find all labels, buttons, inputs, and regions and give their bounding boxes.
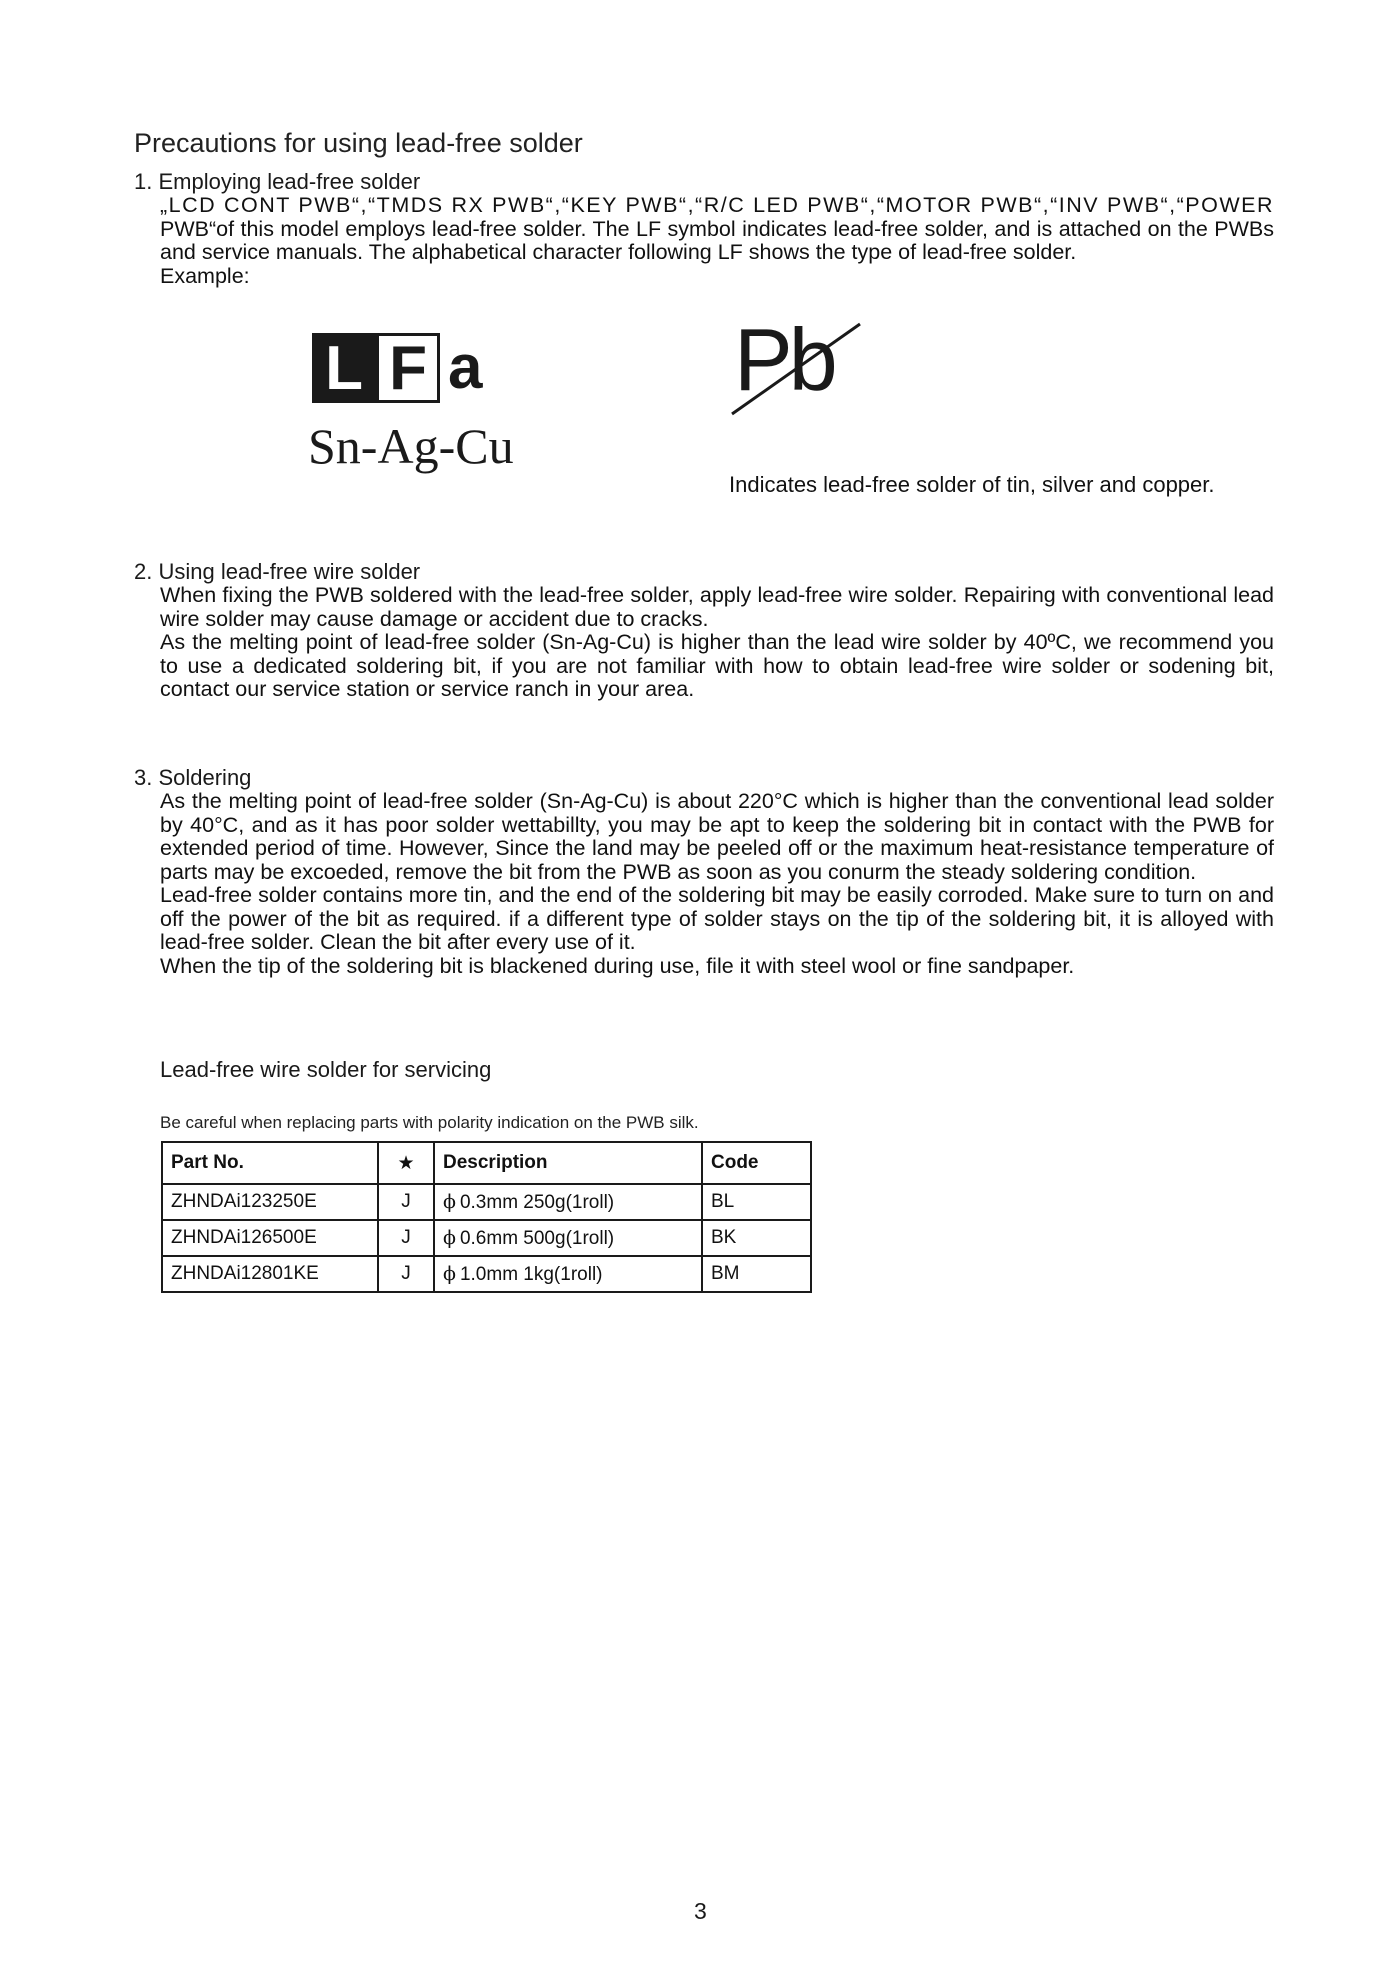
example-label: Example: [160,263,250,288]
paragraph: When fixing the PWB soldered with the lead-free solder, apply lead-free wire solder. Repairing with conventional lead wire solder may cause damage or accident due to cracks. [160,583,1274,631]
cell-description [434,1256,702,1292]
section-soldering [134,766,1274,978]
section-using-lead-free-wire-solder [134,560,1274,702]
pwb-list-line: „LCD CONT PWB“,“TMDS RX PWB“,“KEY PWB“,“R/C LED PWB“,“MOTOR PWB“,“INV PWB“,“POWER [160,193,1274,217]
pb-text: Pb [734,310,834,409]
table-row [162,1220,811,1256]
lf-logo-l: L [312,333,376,403]
lf-logo-a: a [448,333,483,402]
paragraph: When the tip of the soldering bit is blackened during use, file it with steel wool or fine sandpaper. [160,953,1075,978]
cell-code: BL [702,1184,811,1220]
paragraph: As the melting point of lead-free solder (Sn-Ag-Cu) is about 220°C which is higher than the conventional lead solder by 40°C, and as it has poor solder wettabillty, you may be apt to keep the soldering bit in contact with the PWB for extended period of time. However, Since the land may be peeled off or the maximum heat-resistance temperature of parts may be excoeded, remove the bit from the PWB as soon as you conurm the steady soldering condition. [160,789,1274,884]
section-heading: 3. Soldering [134,765,252,790]
cell-description [434,1220,702,1256]
star-icon: ★ [378,1142,434,1184]
section-employing-lead-free-solder [134,170,1274,288]
header-part-no: Part No. [162,1142,378,1184]
section-body [160,194,1274,288]
description-text: 0.6mm 500g(1roll) [459,1227,615,1249]
lf-alloy-label: Sn-Ag-Cu [308,418,514,474]
phi-icon: ϕ [443,1262,456,1285]
phi-icon: ϕ [443,1190,456,1213]
phi-icon: ϕ [443,1226,456,1249]
section-body [160,584,1274,702]
cell-code: BM [702,1256,811,1292]
cell-mark: J [378,1184,434,1220]
lf-caption: Indicates lead-free solder of tin, silver and copper. [729,472,1215,497]
solder-parts-table [161,1141,812,1293]
servicing-heading: Lead-free wire solder for servicing [160,1057,492,1082]
cell-part-no: ZHNDAi126500E [162,1220,378,1256]
page-number: 3 [694,1898,707,1924]
strike-line-icon [726,318,866,418]
header-code: Code [702,1142,811,1184]
table-row [162,1256,811,1292]
paragraph: Lead-free solder contains more tin, and the end of the soldering bit may be easily corroded. Make sure to turn on and off the power of the bit as required. if a different type of solder stays on the tip of the soldering bit, it is alloyed with lead-free solder. Clean the bit after every use of it. [160,883,1274,954]
cell-part-no: ZHNDAi12801KE [162,1256,378,1292]
section-heading: 1. Employing lead-free solder [134,169,421,194]
lf-letters [312,333,482,403]
table-row [162,1184,811,1220]
section-heading: 2. Using lead-free wire solder [134,559,421,584]
cell-mark: J [378,1256,434,1292]
pwb-description: PWB“of this model employs lead-free solder. The LF symbol indicates lead-free solder, and is attached on the PWBs and service manuals. The alphabetical character following LF shows the type of lead-free solder. [160,216,1274,264]
cell-description [434,1184,702,1220]
section-body [160,790,1274,978]
lf-logo [308,333,542,474]
pb-crossed-mark [726,310,866,418]
page-title: Precautions for using lead-free solder [134,128,583,158]
table-header-row [162,1142,811,1184]
description-text: 0.3mm 250g(1roll) [459,1191,615,1213]
cell-mark: J [378,1220,434,1256]
paragraph: As the melting point of lead-free solder (Sn-Ag-Cu) is higher than the lead wire solder by 40ºC, we recommend you to use a dedicated soldering bit, if you are not familiar with how to obtain lead-free wire solder or sodening bit, contact our service station or service ranch in your area. [160,630,1274,701]
cell-part-no: ZHNDAi123250E [162,1184,378,1220]
polarity-note: Be careful when replacing parts with polarity indication on the PWB silk. [160,1113,699,1132]
cell-code: BK [702,1220,811,1256]
description-text: 1.0mm 1kg(1roll) [459,1263,603,1285]
lf-logo-f: F [376,333,440,403]
header-description: Description [434,1142,702,1184]
